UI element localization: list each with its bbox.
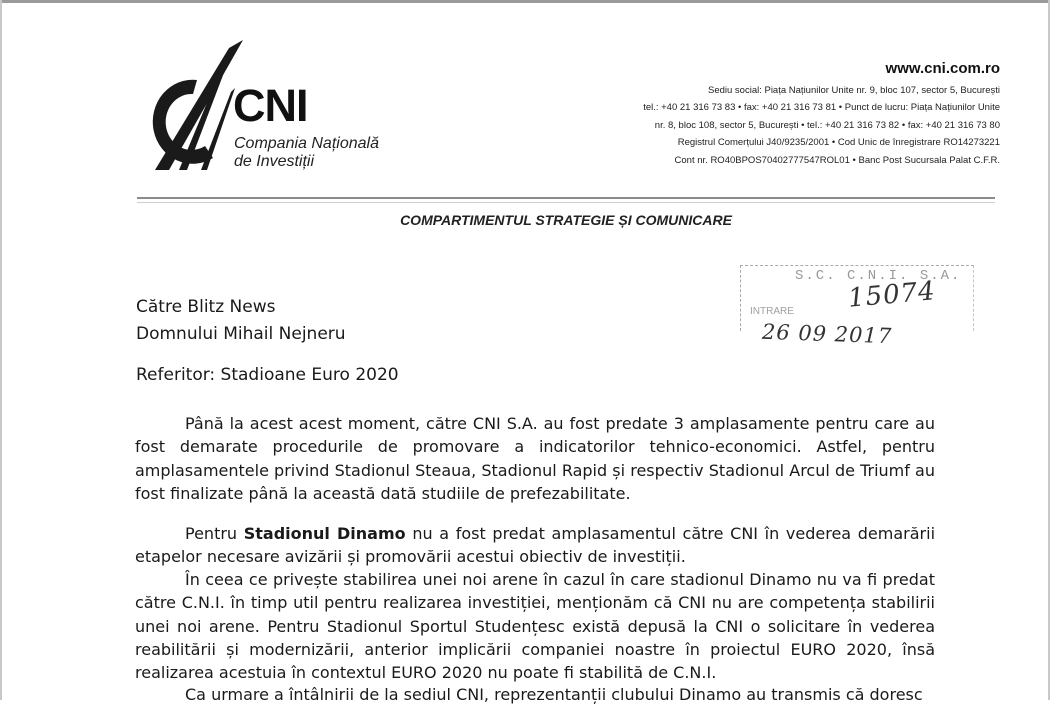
department-title: COMPARTIMENTUL STRATEGIE ȘI COMUNICARE (400, 212, 732, 228)
stamp-label: INTRARE (750, 306, 794, 317)
stamp-date: 26 09 2017 (761, 319, 893, 349)
paragraph-2-intro: Pentru (185, 524, 244, 543)
paragraph-1: Până la acest acest moment, către CNI S.A. au fost predate 3 amplasamente pentru care au fost demarate procedurile de promovare a indicatorilor tehnico-economici. Astfel, pentru amplasamentele privind Stadionul Steaua, Stadionul Rapid și respectiv Stadionul Arcul de Triumf au fost finalizate până la această dată studiile de prefezabilitate. (135, 414, 935, 503)
contact-line: Sediu social: Piața Națiunilor Unite nr. 9, bloc 107, sector 5, București (707, 85, 1000, 96)
header-divider (137, 197, 995, 199)
subject-line: Referitor: Stadioane Euro 2020 (136, 365, 399, 385)
contact-line: nr. 8, bloc 108, sector 5, București • tel.: +40 21 316 73 82 • fax: +40 21 316 73 80 (654, 119, 1000, 131)
addressee-line-1: Către Blitz News (136, 297, 276, 317)
stamp-company: S.C. C.N.I. S.A. (795, 268, 962, 284)
contact-line: Registrul Comerțului J40/9235/2001 • Cod Unic de înregistrare RO14273221 (677, 137, 1000, 149)
paragraph-2-rest: nu a fost predat amplasamentul către CNI în vederea demarării etapelor necesare avizării și promovării acestui obiectiv de investiții. (135, 524, 936, 567)
header-divider-secondary (137, 202, 995, 203)
paragraph-3: În ceea ce privește stabilirea unei noi arene în cazul în care stadionul Dinamo nu va fi predat către C.N.I. în timp util pentru realizarea investiției, menționăm că CNI nu are competența stabilirii unei noi arene. Pentru Stadionul Sportul Studențesc există depusă la CNI o solicitare în vederea reabilitării și modernizării, anterior implicării companiei noastre în proiectul EURO 2020, însă realizarea acestuia în contextul EURO 2020 nu poate fi stabilită de C.N.I. (135, 570, 935, 683)
paragraph-2-bold: Stadionul Dinamo (243, 524, 406, 543)
stamp-registration-number: 15074 (846, 276, 937, 314)
cni-logo-icon (135, 40, 245, 175)
logo-subtitle (234, 135, 379, 171)
contact-line: Cont nr. RO40BPOS70402777547ROL01 • Banc Post Sucursala Palat C.F.R. (674, 154, 1000, 166)
top-border (0, 0, 1050, 3)
paragraph-4: Ca urmare a întâlnirii de la sediul CNI, reprezentanții clubului Dinamo au transmis că doresc (185, 685, 923, 704)
contact-block (520, 82, 1000, 169)
logo-subtitle-line-1: Compania Națională (234, 135, 379, 152)
logo-wordmark: CNI (233, 80, 308, 131)
left-border (0, 0, 2, 700)
addressee (136, 294, 346, 348)
addressee-line-2: Domnului Mihail Nejneru (136, 324, 346, 344)
paragraph-2 (135, 522, 935, 569)
logo-subtitle-line-2: de Investiții (234, 153, 315, 170)
website-url: www.cni.com.ro (885, 60, 1000, 77)
contact-line: tel.: +40 21 316 73 83 • fax: +40 21 316 73 81 • Punct de lucru: Piața Națiunilor Unite (643, 102, 1000, 114)
